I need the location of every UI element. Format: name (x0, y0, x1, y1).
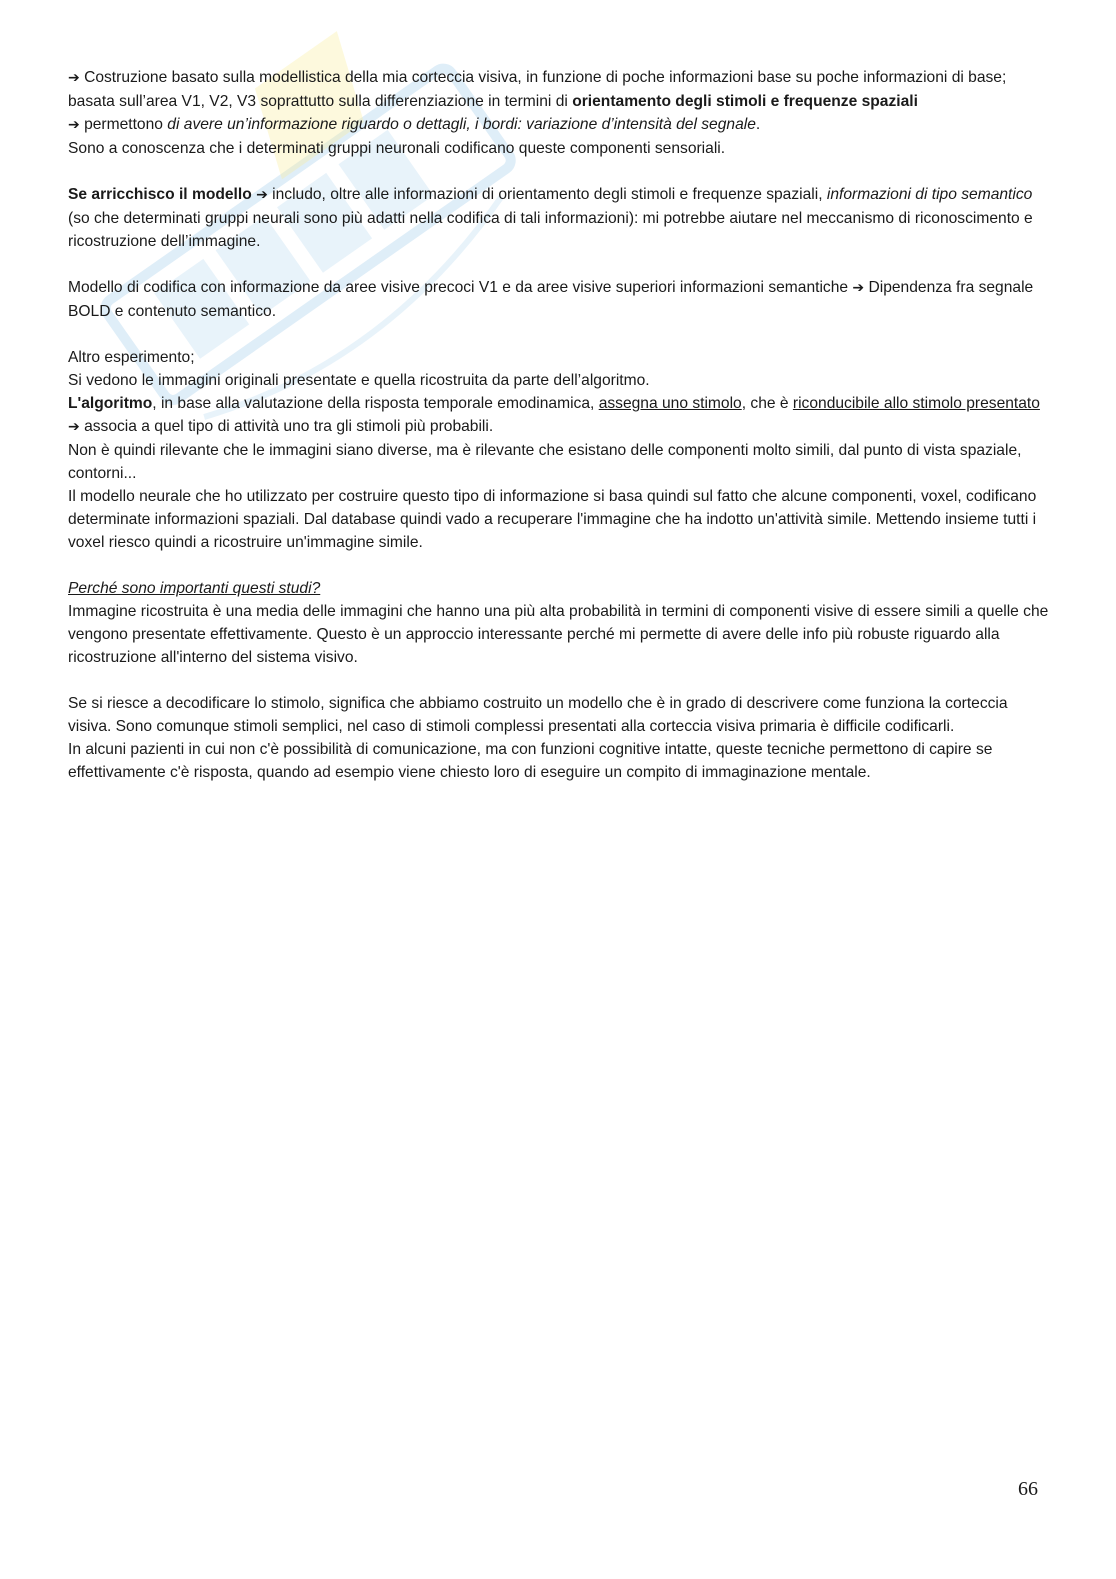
arrow-icon: ➔ (852, 280, 865, 296)
italic-text: di avere un’informazione riguardo o dettagli, i bordi: variazione d’intensità del segnale (167, 116, 756, 133)
paragraph-1: ➔ Costruzione basato sulla modellistica della mia corteccia visiva, in funzione di poche informazioni base su poche informazioni di base; basata sull’area V1, V2, V3 soprattutto sulla differenziazione in termini di orientamento degli stimoli e frequenze spaziali ➔ permettono di avere un’informazione riguardo o dettagli, i bordi: variazione d’intensità del segnale. (68, 69, 1007, 133)
paragraph-4: Modello di codifica con informazione da aree visive precoci V1 e da aree visive superiori informazioni semantiche ➔ Dipendenza fra segnale BOLD e contenuto semantico. (68, 279, 1034, 320)
paragraph-9: Il modello neurale che ho utilizzato per costruire questo tipo di informazione si basa quindi sul fatto che alcune componenti, voxel, codificano determinate informazioni spaziali. Dal database quindi vado a recuperare l'immagine che ha indotto un'attività simile. Mettendo insieme tutti i voxel riesco quindi a ricostruire un'immagine simile. (68, 488, 1037, 551)
paragraph-6: Si vedono le immagini originali presentate e quella ricostruita da parte dell’algoritmo. (68, 372, 650, 389)
arrow-icon: ➔ (68, 70, 80, 86)
paragraph-8: Non è quindi rilevante che le immagini siano diverse, ma è rilevante che esistano delle componenti molto simili, dal punto di vista spaziale, contorni... (68, 442, 1022, 482)
paragraph-13: In alcuni pazienti in cui non c'è possibilità di comunicazione, ma con funzioni cognitive intatte, queste tecniche permettono di capire se effettivamente c'è risposta, quando ad esempio viene chiesto loro di eseguire un compito di immaginazione mentale. (68, 741, 993, 781)
underlined-text: assegna uno stimolo (598, 395, 742, 412)
section-heading: Perché sono importanti questi studi? (68, 580, 321, 597)
arrow-icon: ➔ (256, 187, 268, 203)
page-number: 66 (1018, 1478, 1038, 1500)
document-body (68, 66, 1052, 784)
paragraph-3: Se arricchisco il modello ➔ includo, oltre alle informazioni di orientamento degli stimoli e frequenze spaziali, informazioni di tipo semantico (so che determinati gruppi neurali sono più adatti nella codifica di tali informazioni): mi potrebbe aiutare nel meccanismo di riconoscimento e ricostruzione dell’immagine. (68, 186, 1033, 250)
bold-text: Se arricchisco il modello (68, 186, 252, 203)
paragraph-11: Immagine ricostruita è una media delle immagini che hanno una più alta probabilità in termini di componenti visive di essere simili a quelle che vengono presentate effettivamente. Questo è un approccio interessante perché mi permette di avere delle info più robuste riguardo alla ricostruzione all'interno del sistema visivo. (68, 603, 1049, 666)
arrow-icon: ➔ (68, 419, 80, 435)
paragraph-5: Altro esperimento; (68, 349, 195, 366)
italic-text: informazioni di tipo semantico (826, 186, 1033, 203)
paragraph-7: L'algoritmo, in base alla valutazione della risposta temporale emodinamica, assegna uno stimolo, che è riconducibile allo stimolo presentato ➔ associa a quel tipo di attività uno tra gli stimoli più probabili. (68, 395, 1040, 435)
arrow-icon: ➔ (68, 117, 80, 133)
bold-text: orientamento degli stimoli e frequenze spaziali (572, 93, 918, 110)
bold-text: L'algoritmo (68, 395, 153, 412)
paragraph-2: Sono a conoscenza che i determinati gruppi neuronali codificano queste componenti sensoriali. (68, 140, 726, 157)
paragraph-12: Se si riesce a decodificare lo stimolo, significa che abbiamo costruito un modello che è in grado di descrivere come funziona la corteccia visiva. Sono comunque stimoli semplici, nel caso di stimoli complessi presentati alla corteccia visiva primaria è difficile codificarli. (68, 695, 1008, 735)
underlined-text: riconducibile allo stimolo presentato (792, 395, 1040, 412)
